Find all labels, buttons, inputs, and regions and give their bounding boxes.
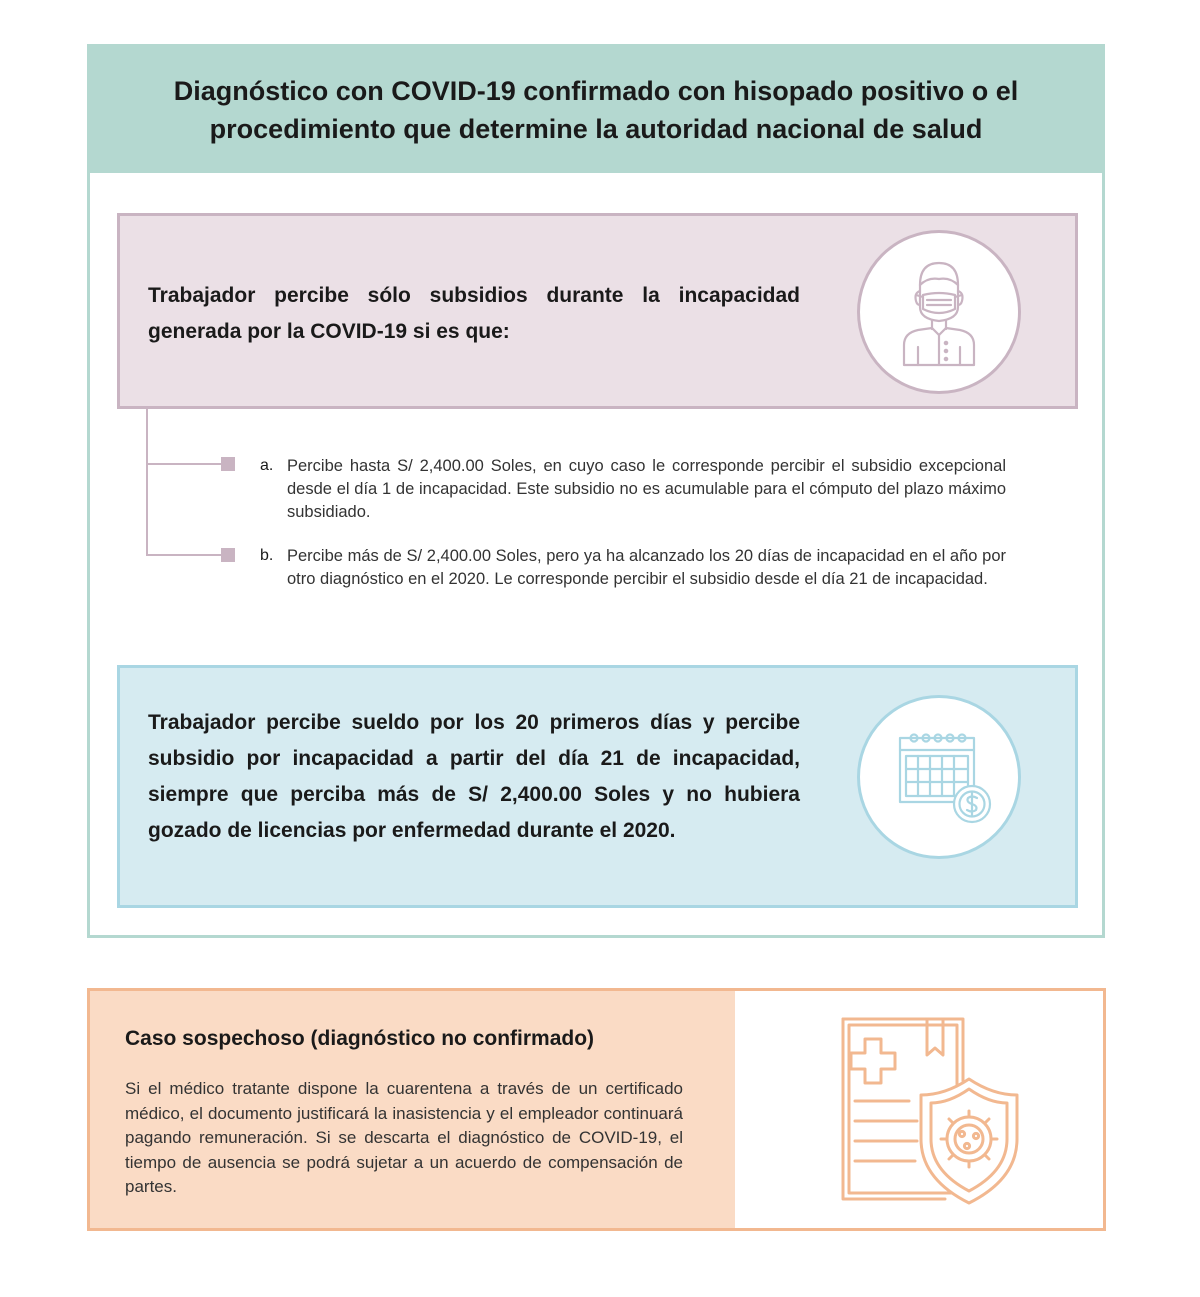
suspect-case-text-area: [90, 991, 735, 1228]
salary-then-subsidy-lead: Trabajador percibe sueldo por los 20 primeros días y percibe subsidio por incapacidad a partir del día 21 de incapacidad, siempre que perciba más de S/ 2,400.00 Soles y no hubiera gozado de licencias por enfermedad durante el 2020.: [148, 711, 800, 842]
medical-certificate-virus-shield-icon: [835, 1015, 1035, 1210]
tree-connector-vertical: [146, 409, 148, 555]
suspect-case-panel: [87, 988, 1106, 1231]
salary-then-subsidy-box: [117, 665, 1078, 908]
item-b-text: Percibe más de S/ 2,400.00 Soles, pero ya ha alcanzado los 20 días de incapacidad en el año por otro diagnóstico en el 2020. Le corresponde percibir el subsidio desde el día 21 de incapacidad.: [287, 547, 1006, 588]
confirmed-diagnosis-header: [90, 47, 1102, 173]
masked-worker-icon: [857, 230, 1021, 394]
bullet-square-icon: [221, 457, 235, 471]
bullet-square-icon: [221, 548, 235, 562]
suspect-case-title: Caso sospechoso (diagnóstico no confirmado): [125, 1027, 595, 1050]
confirmed-diagnosis-title: Diagnóstico con COVID-19 confirmado con hisopado positivo o el procedimiento que determine la autoridad nacional de salud: [173, 76, 1019, 144]
item-a-text: Percibe hasta S/ 2,400.00 Soles, en cuyo caso le corresponde percibir el subsidio excepcional desde el día 1 de incapacidad. Este subsidio no es acumulable para el cómputo del plazo máximo subsidiado.: [287, 457, 1006, 521]
suspect-case-text: Si el médico tratante dispone la cuarentena a través de un certificado médico, el documento justificará la inasistencia y el empleador continuará pagando remuneración. Si se descarta el diagnóstico de COVID-19, el tiempo de ausencia se podrá sujetar a un acuerdo de compensación de partes.: [125, 1079, 683, 1196]
tree-connector-b: [146, 554, 222, 556]
item-b-letter: b.: [260, 547, 274, 564]
subsidy-only-box: [117, 213, 1078, 409]
calendar-money-icon: [857, 695, 1021, 859]
tree-connector-a: [146, 463, 222, 465]
subsidy-only-lead: Trabajador percibe sólo subsidios durante la incapacidad generada por la COVID-19 si es que:: [148, 284, 800, 343]
item-a-letter: a.: [260, 457, 274, 474]
